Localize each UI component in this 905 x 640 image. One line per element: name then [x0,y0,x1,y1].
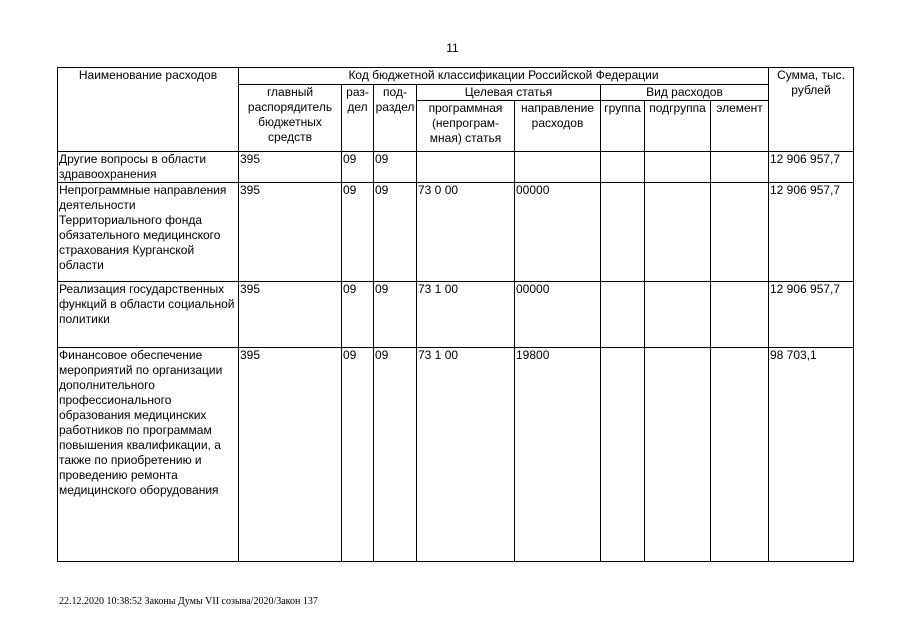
table-row [58,152,854,183]
row-sum: 12 906 957,7 [769,282,854,348]
budget-table [57,67,854,562]
row-program: 73 1 00 [417,282,515,348]
row-manager: 395 [239,152,342,183]
header-program-article: программная (непрограм- мная) статья [417,101,515,152]
row-section: 09 [342,348,374,562]
row-sum: 12 906 957,7 [769,152,854,183]
header-main-manager: главный распорядитель бюджетных средств [239,85,342,152]
row-subgroup [645,152,711,183]
row-name: Непрограммные направления деятельности Территориального фонда обязательного медицинского страхования Курганской области [58,183,239,282]
row-element [711,152,769,183]
row-program: 73 1 00 [417,348,515,562]
header-sum: Сумма, тыс. рублей [769,68,854,152]
header-target-article: Целевая статья [417,85,601,101]
header-code-group: Код бюджетной классификации Российской Федерации [239,68,769,85]
row-name: Финансовое обеспечение мероприятий по организации дополнительного профессионального образования медицинских работников по программам повышения квалификации, а также по приобретению и проведению ремонта медицинского оборудования [58,348,239,562]
header-subsection: под- раздел [374,85,417,152]
row-section: 09 [342,152,374,183]
header-group: группа [601,101,645,152]
page-number: 11 [446,41,459,55]
row-direction: 00000 [515,282,601,348]
table-row [58,348,854,562]
row-section: 09 [342,282,374,348]
row-direction [515,152,601,183]
header-subgroup: подгруппа [645,101,711,152]
row-subgroup [645,348,711,562]
row-element [711,183,769,282]
row-manager: 395 [239,282,342,348]
row-name: Реализация государственных функций в области социальной политики [58,282,239,348]
header-section: раз- дел [342,85,374,152]
table-row [58,282,854,348]
row-direction: 19800 [515,348,601,562]
row-subgroup [645,183,711,282]
row-group [601,183,645,282]
header-direction: направление расходов [515,101,601,152]
row-element [711,348,769,562]
row-group [601,152,645,183]
row-manager: 395 [239,183,342,282]
row-section: 09 [342,183,374,282]
table-row [58,183,854,282]
row-program: 73 0 00 [417,183,515,282]
header-element: элемент [711,101,769,152]
row-subsection: 09 [374,348,417,562]
header-expense-type: Вид расходов [601,85,769,101]
row-group [601,282,645,348]
row-group [601,348,645,562]
header-name: Наименование расходов [58,68,239,152]
row-manager: 395 [239,348,342,562]
row-sum: 12 906 957,7 [769,183,854,282]
row-direction: 00000 [515,183,601,282]
row-subgroup [645,282,711,348]
row-program [417,152,515,183]
row-element [711,282,769,348]
row-sum: 98 703,1 [769,348,854,562]
row-subsection: 09 [374,152,417,183]
row-subsection: 09 [374,282,417,348]
document-footer: 22.12.2020 10:38:52 Законы Думы VII созыва/2020/Закон 137 [59,596,318,607]
row-subsection: 09 [374,183,417,282]
row-name: Другие вопросы в области здравоохранения [58,152,239,183]
